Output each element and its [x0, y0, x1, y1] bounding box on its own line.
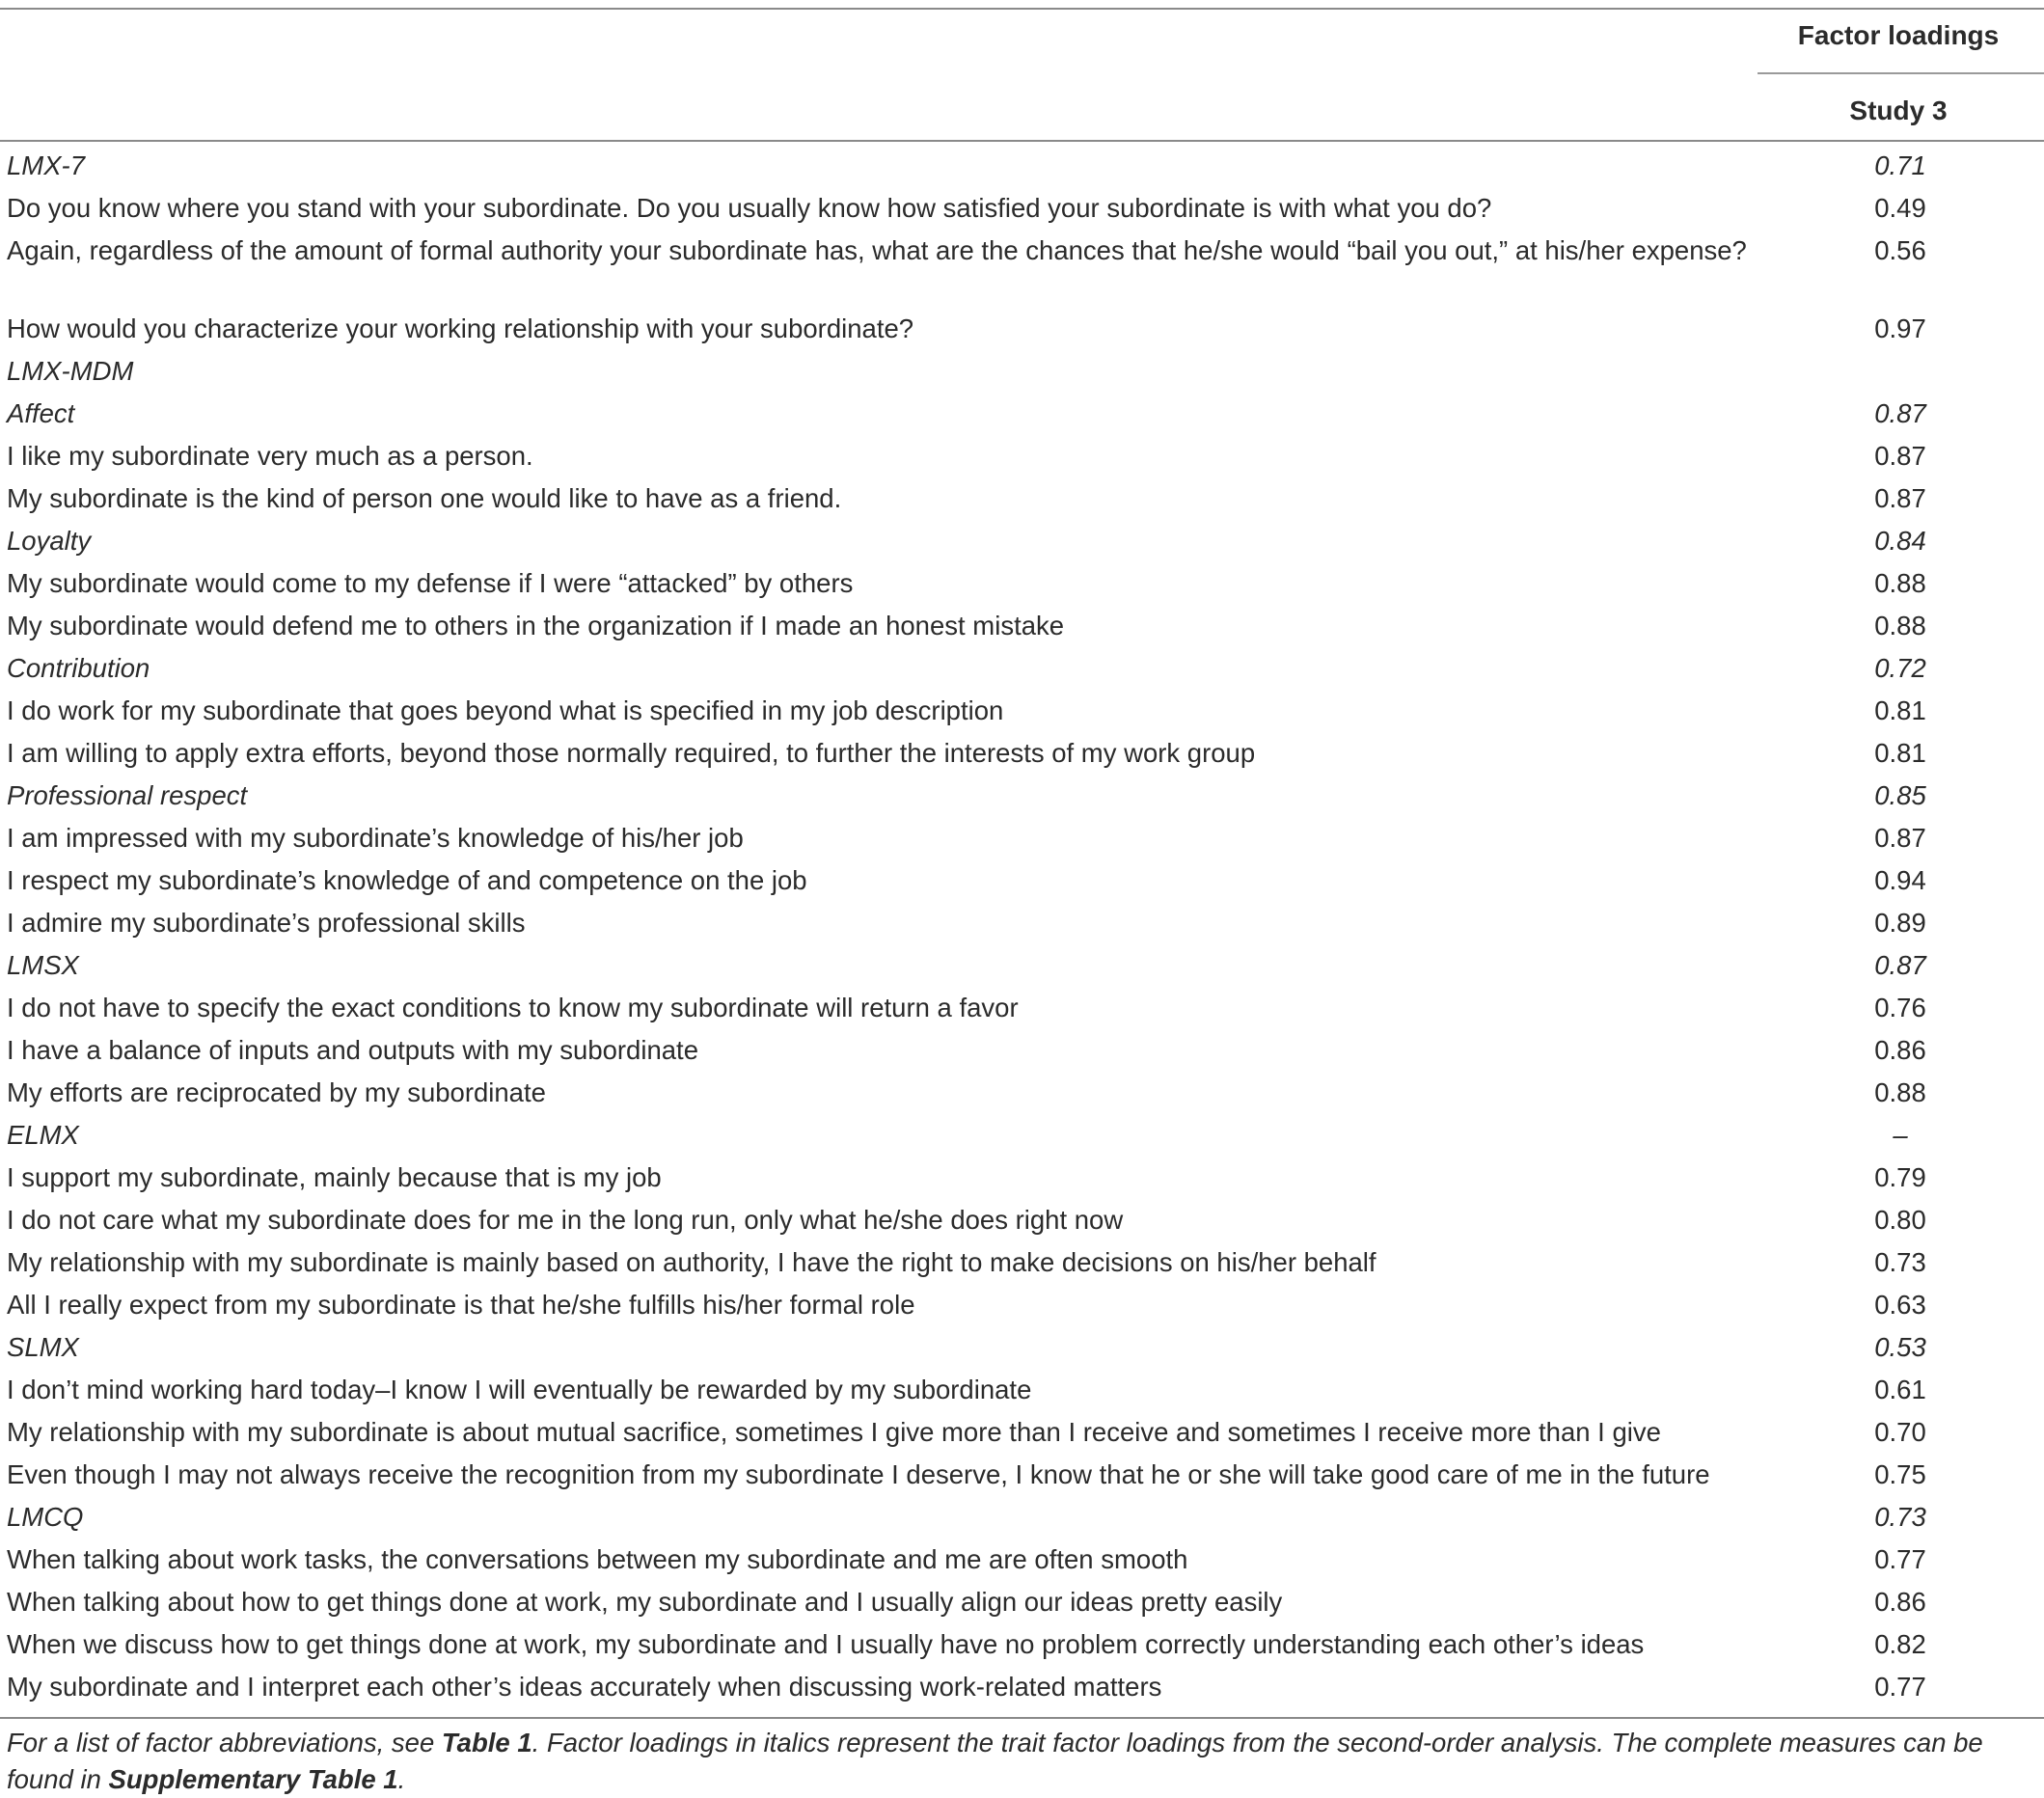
item-text: When talking about work tasks, the conversations between my subordinate and me are often smooth: [7, 1544, 1188, 1574]
loading-value: 0.76: [1874, 993, 1926, 1022]
item-row: [0, 1032, 2044, 1075]
factor-row: [0, 1329, 2044, 1372]
loading-value: 0.87: [1874, 483, 1926, 513]
loading-value: 0.84: [1874, 526, 1926, 556]
item-row: [0, 1669, 2044, 1711]
item-row: [0, 190, 2044, 232]
item-text: LMX-MDM: [7, 356, 134, 386]
factor-row: [0, 148, 2044, 190]
item-row: [0, 311, 2044, 353]
loading-value: 0.77: [1874, 1672, 1926, 1702]
loading-value: 0.81: [1874, 738, 1926, 768]
item-text: When we discuss how to get things done at work, my subordinate and I usually have no problem correctly understanding each other’s ideas: [7, 1629, 1645, 1659]
factor-row: [0, 650, 2044, 693]
item-text: My efforts are reciprocated by my subordinate: [7, 1077, 546, 1107]
item-row: [0, 1584, 2044, 1626]
loading-value: 0.77: [1874, 1544, 1926, 1574]
item-text: LMSX: [7, 950, 79, 980]
loading-value: 0.94: [1874, 865, 1926, 895]
item-text: Contribution: [7, 653, 150, 683]
loading-value: 0.53: [1874, 1332, 1926, 1362]
loading-value: 0.87: [1874, 398, 1926, 428]
item-text: Do you know where you stand with your subordinate. Do you usually know how satisfied your subordinate is with what you do?: [7, 193, 1492, 223]
footnote-text-3: .: [397, 1764, 406, 1794]
item-row: [0, 480, 2044, 523]
loading-value: 0.87: [1874, 441, 1926, 471]
table-body: [0, 148, 2044, 1711]
loading-value: 0.88: [1874, 611, 1926, 640]
loading-value: 0.56: [1874, 235, 1926, 265]
loading-value: 0.88: [1874, 568, 1926, 598]
item-row: [0, 905, 2044, 947]
bottom-rule: [0, 1717, 2044, 1719]
item-text: Affect: [7, 398, 75, 428]
loading-value: 0.87: [1874, 823, 1926, 853]
loading-value: 0.61: [1874, 1375, 1926, 1404]
item-text: My subordinate and I interpret each other’s ideas accurately when discussing work-related matters: [7, 1672, 1162, 1702]
item-text: When talking about how to get things done at work, my subordinate and I usually align our ideas pretty easily: [7, 1587, 1283, 1617]
item-text: My subordinate is the kind of person one would like to have as a friend.: [7, 483, 842, 513]
item-text: LMCQ: [7, 1502, 84, 1532]
loading-value: 0.81: [1874, 695, 1926, 725]
item-row: [0, 1202, 2044, 1244]
loading-value: 0.73: [1874, 1247, 1926, 1277]
loading-value: 0.85: [1874, 780, 1926, 810]
item-text: Professional respect: [7, 780, 248, 810]
loading-value: 0.71: [1874, 150, 1926, 180]
factor-row: [0, 395, 2044, 438]
factor-row: [0, 523, 2044, 565]
factor-row: [0, 353, 2044, 395]
item-text: Again, regardless of the amount of formal authority your subordinate has, what are the chances that he/she would “bail you out,” at his/her expense?: [7, 235, 1747, 265]
item-row: [0, 735, 2044, 777]
loading-value: 0.75: [1874, 1459, 1926, 1489]
item-row: [0, 1626, 2044, 1669]
item-text: I don’t mind working hard today–I know I will eventually be rewarded by my subordinate: [7, 1375, 1032, 1404]
item-text: I have a balance of inputs and outputs with my subordinate: [7, 1035, 698, 1065]
item-row: [0, 693, 2044, 735]
loading-value: 0.82: [1874, 1629, 1926, 1659]
item-row: [0, 565, 2044, 608]
footnote-supplementary-ref[interactable]: Supplementary Table 1: [108, 1764, 398, 1794]
factor-row: [0, 1117, 2044, 1159]
item-row: [0, 608, 2044, 650]
loading-value: –: [1893, 1120, 1908, 1150]
item-row: [0, 1287, 2044, 1329]
item-text: I am impressed with my subordinate’s knowledge of his/her job: [7, 823, 744, 853]
column-header-study3: Study 3: [1849, 95, 1948, 125]
factor-loadings-table: [0, 148, 2044, 1711]
item-text: I support my subordinate, mainly because that is my job: [7, 1162, 662, 1192]
loading-value: [1756, 353, 2044, 395]
loading-value: 0.79: [1874, 1162, 1926, 1192]
column-group-rule: [1758, 72, 2044, 74]
footnote-text-2: . Factor loadings in italics represent the trait factor loadings from the second-order analysis. The complete measures can be found in: [7, 1728, 1983, 1794]
loading-value: 0.63: [1874, 1290, 1926, 1320]
item-text: I do not have to specify the exact conditions to know my subordinate will return a favor: [7, 993, 1019, 1022]
footnote-text-1: For a list of factor abbreviations, see: [7, 1728, 442, 1757]
item-text: I am willing to apply extra efforts, beyond those normally required, to further the interests of my work group: [7, 738, 1256, 768]
loading-value: 0.86: [1874, 1587, 1926, 1617]
item-row: [0, 1075, 2044, 1117]
item-text: All I really expect from my subordinate is that he/she fulfills his/her formal role: [7, 1290, 915, 1320]
item-text: I like my subordinate very much as a person.: [7, 441, 533, 471]
item-text: Loyalty: [7, 526, 92, 556]
loading-value: 0.49: [1874, 193, 1926, 223]
loading-value: 0.73: [1874, 1502, 1926, 1532]
loading-value: 0.97: [1874, 313, 1926, 343]
item-row: [0, 438, 2044, 480]
item-row: [0, 1414, 2044, 1457]
footnote-table1-ref[interactable]: Table 1: [441, 1728, 532, 1757]
item-text: I admire my subordinate’s professional skills: [7, 908, 526, 938]
loading-value: 0.72: [1874, 653, 1926, 683]
factor-row: [0, 1499, 2044, 1541]
item-row: [0, 1372, 2044, 1414]
item-row: [0, 1541, 2044, 1584]
factor-row: [0, 947, 2044, 990]
loading-value: 0.89: [1874, 908, 1926, 938]
item-text: I respect my subordinate’s knowledge of and competence on the job: [7, 865, 807, 895]
loading-value: 0.86: [1874, 1035, 1926, 1065]
item-text: My relationship with my subordinate is about mutual sacrifice, sometimes I give more than I receive and sometimes I receive more than I give: [7, 1417, 1661, 1447]
item-text: My relationship with my subordinate is mainly based on authority, I have the right to make decisions on his/her behalf: [7, 1247, 1376, 1277]
top-rule: [0, 8, 2044, 10]
factor-row: [0, 777, 2044, 820]
column-group-header: Factor loadings: [1797, 20, 2000, 50]
loading-value: 0.88: [1874, 1077, 1926, 1107]
item-text: Even though I may not always receive the recognition from my subordinate I deserve, I know that he or she will take good care of me in the future: [7, 1459, 1710, 1489]
loading-value: 0.80: [1874, 1205, 1926, 1235]
item-text: ELMX: [7, 1120, 79, 1150]
item-text: My subordinate would defend me to others in the organization if I made an honest mistake: [7, 611, 1065, 640]
item-row: [0, 990, 2044, 1032]
item-row: [0, 1244, 2044, 1287]
item-text: LMX-7: [7, 150, 85, 180]
header-rule: [0, 140, 2044, 142]
table-footnote: [7, 1725, 2040, 1798]
item-text: SLMX: [7, 1332, 79, 1362]
item-text: How would you characterize your working relationship with your subordinate?: [7, 313, 914, 343]
item-row: [0, 862, 2044, 905]
item-row: [0, 820, 2044, 862]
item-text: I do not care what my subordinate does for me in the long run, only what he/she does right now: [7, 1205, 1124, 1235]
item-row: [0, 1457, 2044, 1499]
item-row: [0, 232, 2044, 311]
item-text: I do work for my subordinate that goes beyond what is specified in my job description: [7, 695, 1004, 725]
item-row: [0, 1159, 2044, 1202]
loading-value: 0.70: [1874, 1417, 1926, 1447]
loading-value: 0.87: [1874, 950, 1926, 980]
item-text: My subordinate would come to my defense if I were “attacked” by others: [7, 568, 854, 598]
